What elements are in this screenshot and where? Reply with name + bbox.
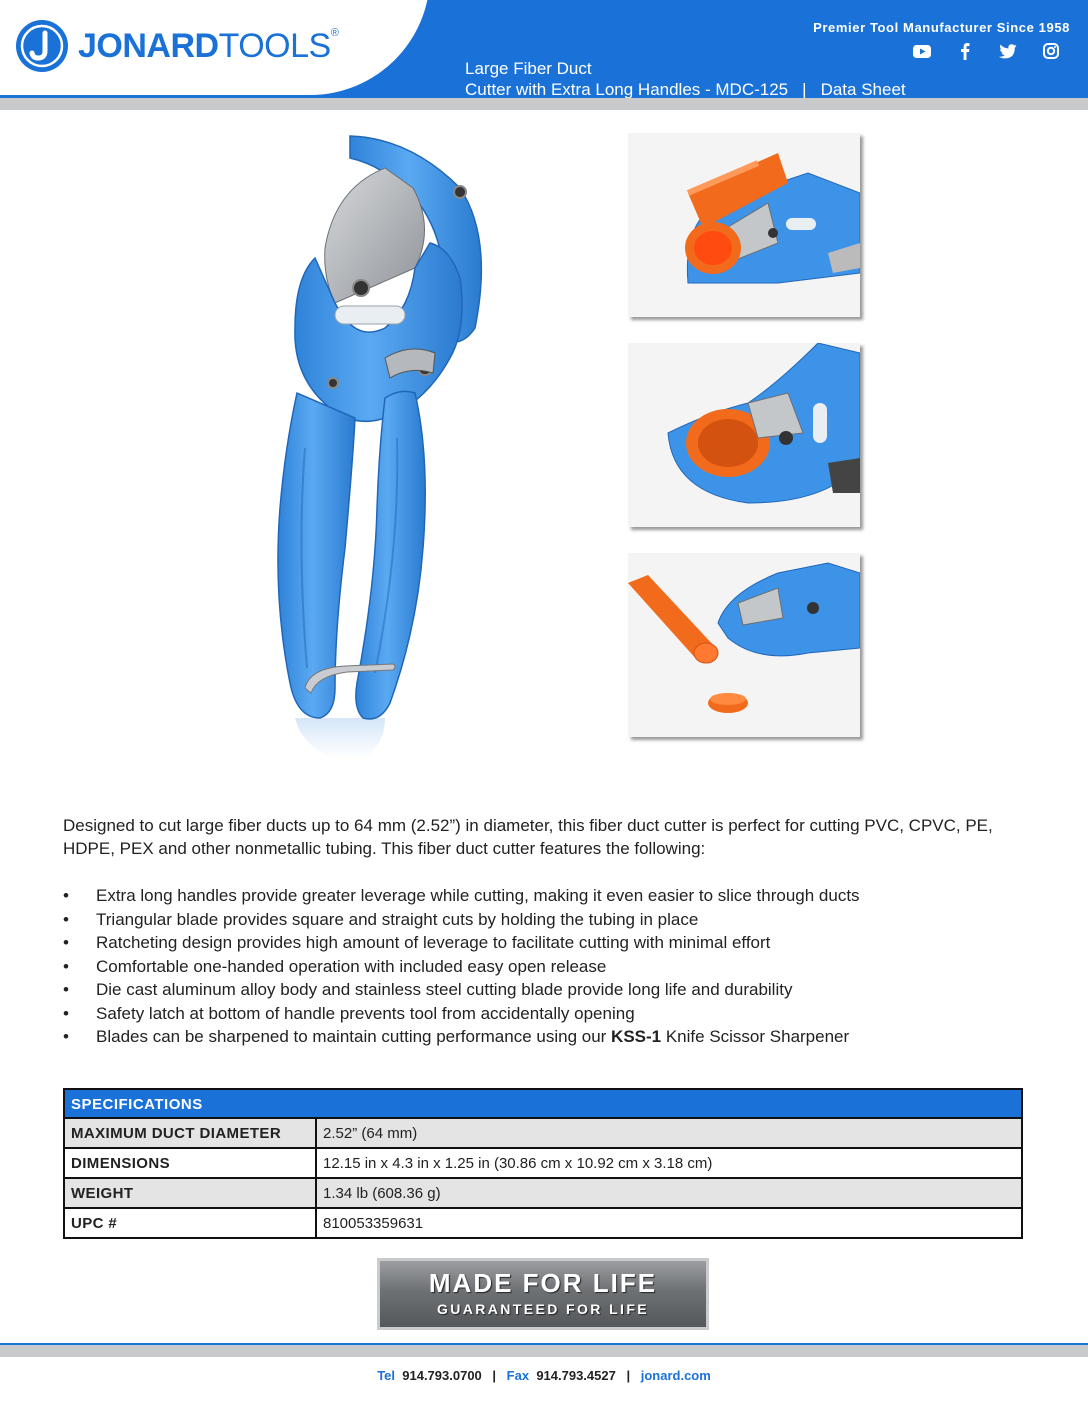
logo-tools-text: TOOLS: [218, 26, 331, 65]
feature-text: Blades can be sharpened to maintain cutting performance using our: [96, 1027, 612, 1046]
footer-separator: |: [626, 1368, 631, 1383]
main-product-image: [235, 128, 505, 768]
spec-label: UPC #: [65, 1209, 317, 1237]
spec-label: DIMENSIONS: [65, 1149, 317, 1177]
document-title: [465, 58, 906, 98]
registered-mark: ®: [330, 26, 339, 39]
header: [0, 0, 1088, 98]
spec-label: MAXIMUM DUCT DIAMETER: [65, 1119, 317, 1147]
made-for-life-badge: [377, 1258, 709, 1330]
specifications-table: [63, 1088, 1023, 1239]
table-row: [65, 1149, 1021, 1179]
spec-label: WEIGHT: [65, 1179, 317, 1207]
product-description: Designed to cut large fiber ducts up to 64 mm (2.52”) in diameter, this fiber duct cutter is perfect for cutting PVC, CPVC, PE, HDPE, PEX and other nonmetallic tubing. This fiber duct cutter features the following:: [63, 816, 993, 858]
fax-number: 914.793.4527: [536, 1368, 616, 1383]
badge-line-1: MADE FOR LIFE: [428, 1268, 658, 1298]
title-product-name: Cutter with Extra Long Handles - MDC-125: [465, 80, 789, 98]
list-item: • Die cast aluminum alloy body and stainless steel cutting blade provide long life and durability: [63, 978, 1023, 1002]
title-line-2: [465, 79, 906, 98]
website-link[interactable]: jonard.com: [640, 1368, 711, 1383]
specifications-header: SPECIFICATIONS: [65, 1090, 1021, 1119]
jonard-logo[interactable]: [16, 20, 338, 72]
facebook-icon[interactable]: [943, 40, 986, 62]
footer-separator: |: [492, 1368, 497, 1383]
list-item: • Ratcheting design provides high amount of leverage to facilitate cutting with minimal effort: [63, 931, 1023, 955]
logo-wordmark: [78, 27, 338, 66]
title-line-1: Large Fiber Duct: [465, 59, 592, 78]
twitter-icon[interactable]: [986, 40, 1029, 62]
tagline: Premier Tool Manufacturer Since 1958: [813, 20, 1070, 35]
list-item: • Comfortable one-handed operation with included easy open release: [63, 955, 1023, 979]
title-doc-type: Data Sheet: [820, 80, 906, 98]
footer-gray-bar: [0, 1345, 1088, 1357]
instagram-icon[interactable]: [1029, 40, 1072, 62]
feature-text: Knife Scissor Sharpener: [661, 1027, 850, 1046]
spec-value: 1.34 lb (608.36 g): [323, 1185, 441, 1202]
feature-list: [63, 884, 1023, 1049]
social-links: [900, 40, 1072, 62]
logo-j-mark-icon: [16, 20, 68, 72]
table-row: [65, 1179, 1021, 1209]
list-item: • Safety latch at bottom of handle prevents tool from accidentally opening: [63, 1002, 1023, 1026]
header-gray-bar: [0, 98, 1088, 110]
kss-1-link[interactable]: KSS-1: [611, 1027, 662, 1046]
title-separator: |: [802, 80, 807, 98]
spec-value: 12.15 in x 4.3 in x 1.25 in (30.86 cm x 10.92 cm x 3.18 cm): [323, 1155, 713, 1172]
spec-value: 810053359631: [323, 1215, 424, 1232]
table-row: [65, 1119, 1021, 1149]
tel-number[interactable]: 914.793.0700: [402, 1368, 482, 1383]
table-row: [65, 1209, 1021, 1237]
spec-value: 2.52” (64 mm): [323, 1125, 418, 1142]
list-item: • Extra long handles provide greater leverage while cutting, making it even easier to slice through ducts: [63, 884, 1023, 908]
fax-label: Fax: [506, 1368, 530, 1383]
footer-contact: [0, 1368, 1088, 1383]
tel-label: Tel: [377, 1368, 396, 1383]
badge-line-2: GUARANTEED FOR LIFE: [436, 1301, 650, 1317]
list-item: • Triangular blade provides square and straight cuts by holding the tubing in place: [63, 908, 1023, 932]
list-item: [63, 1025, 1023, 1049]
thumbnail-1: [628, 133, 860, 317]
thumbnail-2: [628, 343, 860, 527]
youtube-icon[interactable]: [900, 40, 943, 62]
logo-jonard-text: JONARD: [78, 26, 219, 65]
thumbnail-3: [628, 553, 860, 737]
